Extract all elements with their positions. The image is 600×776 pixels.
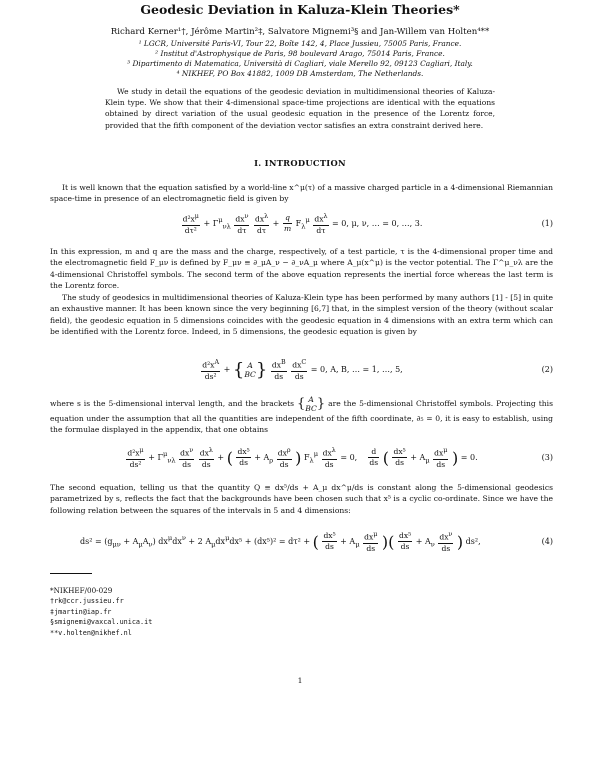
equation-3-body: $\frac{d^2x^\mu}{\text{ds²}}$ + $\Gamma^\mu_{\nu\lambda}$ $\frac{dx^\nu}{ds}$ $\frac{dx^\lambda}{ds}$ + ( $\frac{\text{dx⁵}}{ds}$ + $A_\rho$ $\frac{dx^\rho}{ds}$ ) $F_\lambda^\mu$ $\frac{dx^\lambda}{ds}$ = 0, $\frac{d}{ds}$ ( $\frac{\text{dx⁵}}{ds}$ + $A_\mu$ $\frac{dx^\mu}{ds}$ ) = 0. <box>127 447 478 469</box>
affiliation-1: ¹ LGCR, Université Paris-VI, Tour 22, Boîte 142, 4, Place Jussieu, 75005 Paris, France. <box>138 39 462 48</box>
paragraph-4-text: where s is the 5-dimensional interval length, and the brackets { A BC} are the 5-dimensional Christoffel symbols. Projecting this equation under the assumption that all the quantities are independent of the fifth coordinate, ∂₅ = 0, it is easy to establish, using the formulae displayed in the appendix, that one obtains <box>50 395 553 435</box>
footnotes <box>50 586 152 638</box>
abstract <box>105 86 495 131</box>
paper-title: Geodesic Deviation in Kaluza-Klein Theories* <box>140 2 460 17</box>
footnote-4: §smignemi@vaxcal.unica.it <box>50 618 153 627</box>
abstract-text: We study in detail the equations of the geodesic deviation in multidimensional theories of Kaluza-Klein type. We show that their 4-dimensional space-time projections are identical with the equations obtained by direct variation of the usual geodesic equation in the presence of the Lorentz force, provided that the fifth component of the deviation vector satisfies an extra constraint derived here. <box>105 87 495 130</box>
page-number: 1 <box>297 676 303 685</box>
equation-1-body: $\frac{d^2x^\mu}{\text{dτ²}}$ + $\Gamma^\mu_{\nu\lambda}$ $\frac{dx^\nu}{d\tau}$ $\frac{dx^\lambda}{d\tau}$ + $\frac{q}{m}$ $F_\lambda^\mu$ $\frac{dx^\lambda}{d\tau}$ = 0, μ, ν, … = 0, …, 3. <box>182 213 423 235</box>
equation-4-number: (4) <box>541 537 553 546</box>
paragraph-4-lead: where s is the 5-dimensional interval length, and the brackets <box>50 399 295 408</box>
author-list: Richard Kerner¹†, Jérôme Martin²‡, Salvatore Mignemi³§ and Jan-Willem van Holten⁴** <box>110 27 490 37</box>
paragraph-4-mid: are the 5-dimensional Christoffel symbols. <box>328 399 494 408</box>
paragraph-5-text: The second equation, telling us that the quantity Q ≡ dx⁵/ds + A_μ dx^μ/ds is constant along the 5-dimensional geodesics parametrized by s, reflects the fact that the backgrounds have been chosen such that x⁵ is a cyclic co-ordinate. Since we have the following relation between the squares of the intervals in 5 and 4 dimensions: <box>50 483 553 515</box>
affiliation-2: ² Institut d'Astrophysique de Paris, 98 boulevard Arago, 75014 Paris, France. <box>155 49 445 58</box>
equation-1-tail: = 0, μ, ν, … = 0, …, 3. <box>332 218 423 228</box>
paragraph-4-rest: Projecting this equation under the assumption that all the quantities are independent of the fifth coordinate, ∂₅ = 0, it is easy to establish, using the formulae displayed in the appendix, that one obtains <box>50 399 553 435</box>
paragraph-1-text: It is well known that the equation satisfied by a world-line x^μ(τ) of a massive charged particle in a 4-dimensional Riemannian space-time in presence of an electromagnetic field is given by <box>50 183 553 204</box>
equation-2-tail: = 0, A, B, … = 1, …, 5, <box>310 364 403 374</box>
affiliation-4: ⁴ NIKHEF, PO Box 41882, 1009 DB Amsterdam, The Netherlands. <box>176 69 424 78</box>
footnote-5: **v.holten@nikhef.nl <box>50 628 132 637</box>
equation-1 <box>50 212 553 238</box>
equation-2 <box>50 358 553 384</box>
footnote-3: ‡jmartin@iap.fr <box>50 607 112 616</box>
footnote-1: *NIKHEF/00-029 <box>50 586 113 595</box>
section-title: I. INTRODUCTION <box>254 158 346 168</box>
equation-2-body: $\frac{d^2x^A}{\text{ds²}}$ + { A BC} $\frac{dx^B}{ds}$ $\frac{dx^C}{ds}$ = 0, A, B, … = 1, …, 5, <box>202 359 403 381</box>
paragraph-3 <box>50 292 553 338</box>
equation-4-body: $ds^2 = (g_{\mu\nu} + A_\mu A_\nu) dx^\mu dx^\nu + 2$ $A_\mu dx^\mu dx^5 + (dx^5)^2 = d\tau^2$ + ( $\frac{\text{dx⁵}}{ds}$ + $A_\mu$ $\frac{dx^\mu}{ds}$ )( $\frac{\text{dx⁵}}{ds}$ + $A_\nu$ $\frac{dx^\nu}{ds}$ ) ds², <box>80 531 481 553</box>
equation-3 <box>50 446 553 472</box>
paragraph-2 <box>50 246 553 292</box>
equation-3-number: (3) <box>541 453 553 462</box>
equation-4 <box>50 530 553 556</box>
equation-2-number: (2) <box>541 365 553 374</box>
footnote-rule <box>50 573 92 574</box>
affiliation-3: ³ Dipartimento di Matematica, Università di Cagliari, viale Merello 92, 09123 Cagliari, Italy. <box>127 59 473 68</box>
paragraph-4 <box>50 395 553 436</box>
equation-1-number: (1) <box>541 219 553 228</box>
footnote-2: †rk@ccr.jussieu.fr <box>50 597 124 606</box>
paragraph-5 <box>50 482 553 516</box>
paragraph-1 <box>50 182 553 205</box>
paragraph-2-text: In this expression, m and q are the mass and the charge, respectively, of a test particle, τ is the 4-dimensional proper time and the electromagnetic field F_μν is defined by F_μν ≡ ∂_μA_ν − ∂_νA_μ where A_μ(x^μ) is the vector potential. The Γ^μ_νλ are the 4-dimensional Christoffel symbols. The second term of the above equation represents the inertial force whereas the last term is the Lorentz force. <box>50 247 553 291</box>
paragraph-3-text: The study of geodesics in multidimensional theories of Kaluza-Klein type has been performed by many authors [1] - [5] in quite an exhaustive manner. It has been known since the very beginning [6,7] that, in the simplest version of the theory (without scalar field), the geodesic equation in 5 dimensions coincides with the geodesic equation in 4 dimensions with an extra term which can be identified with the Lorentz force. Indeed, in 5 dimensions, the geodesic equation is given by <box>50 293 553 337</box>
